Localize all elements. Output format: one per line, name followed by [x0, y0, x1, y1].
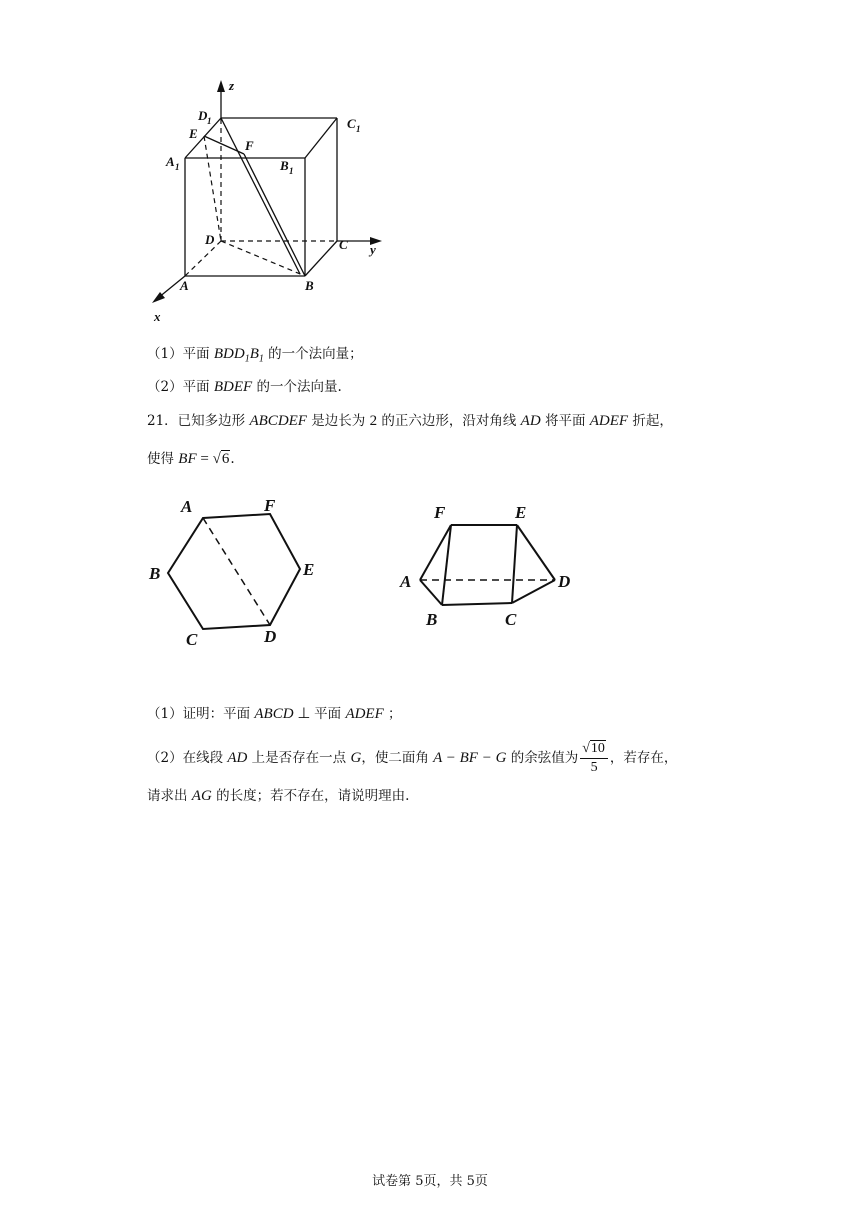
fold-label-B: B	[426, 610, 438, 629]
cube-diagram	[140, 76, 400, 326]
fold-label-F: F	[434, 503, 446, 522]
hexagon-diagram	[140, 490, 340, 660]
q21-stem-line2: 使得 BF = √6.	[147, 451, 235, 467]
label-B1: B	[280, 158, 289, 173]
page-footer: 试卷第 5页，共 5页	[372, 1174, 488, 1189]
fold-label-D: D	[558, 572, 571, 591]
label-D1: D	[198, 108, 208, 123]
label-A1: A	[166, 154, 175, 169]
cube-figure	[140, 76, 400, 326]
q21-part2-line1: （2）在线段 AD 上是否存在一点 G，使二面角 A − BF − G 的余弦值为 $\frac{√10}{5}$ ，若存在，	[147, 741, 678, 775]
label-C1: C	[347, 116, 356, 131]
label-A: A	[180, 278, 189, 293]
label-D1-sub: 1	[207, 116, 212, 126]
q21-stem-line1: 21．已知多边形 ABCDEF 是边长为 2 的正六边形，沿对角线 AD 将平面 ADEF 折起，	[147, 413, 673, 429]
label-D: D	[205, 232, 215, 247]
label-E: E	[189, 126, 198, 141]
label-x: x	[154, 309, 161, 324]
q21-part2-line2: 请求出 AG 的长度；若不存在，请说明理由.	[147, 788, 410, 804]
hex-label-F: F	[264, 496, 276, 515]
label-A1-sub: 1	[175, 162, 180, 172]
hex-label-B: B	[149, 564, 161, 583]
hex-label-C: C	[186, 630, 198, 649]
hex-label-A: A	[181, 497, 193, 516]
label-B: B	[305, 278, 314, 293]
hexagon-figure	[140, 490, 340, 660]
label-y: y	[370, 242, 376, 257]
q20-part1: （1）平面 $BDD_1B_1$ 的一个法向量；	[147, 346, 363, 365]
hex-label-D: D	[264, 627, 277, 646]
label-F: F	[245, 138, 254, 153]
label-B1-sub: 1	[289, 166, 294, 176]
label-C1-sub: 1	[356, 124, 361, 134]
label-C: C	[339, 237, 348, 252]
q21-part1: （1）证明：平面 ABCD ⊥ 平面 ADEF ；	[147, 706, 402, 722]
fold-label-E: E	[515, 503, 527, 522]
q20-part2: （2）平面 BDEF 的一个法向量.	[147, 379, 342, 395]
folded-figure	[395, 495, 595, 645]
hex-label-E: E	[303, 560, 315, 579]
label-z: z	[229, 78, 235, 93]
cosine-fraction: $\frac{√10}{5}$	[580, 740, 608, 777]
folded-diagram	[395, 495, 595, 645]
fold-label-A: A	[400, 572, 412, 591]
fold-label-C: C	[505, 610, 517, 629]
